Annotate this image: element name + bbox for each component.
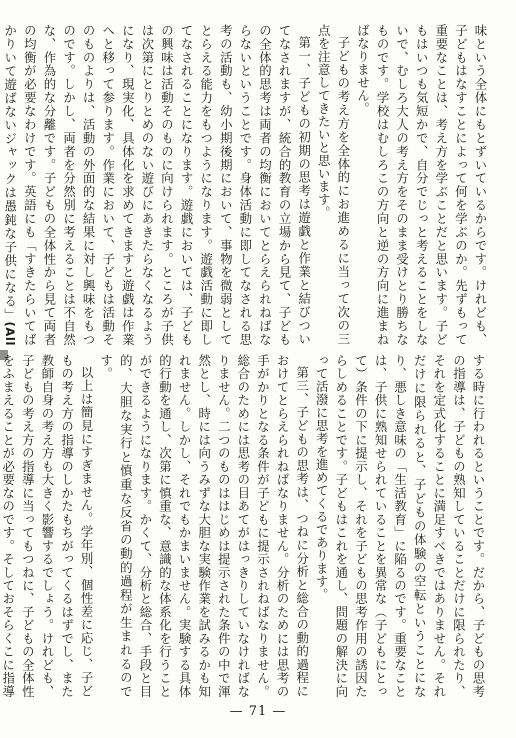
paragraph-text: 第一、子どもの初期の思考は遊戯と作業と結びついてなされますが、統合的教育の立場から見て、子どもの全体的思考は両者の均衡においてとらえられねばならないということです。身体活動に即してなされる思考の活動も、幼小期後期において、事物を微弱としてとらえる能力をもつようになります。遊戯活動に即してなされることになります。遊戯においては、子どもの興味は活動そのものに向けられます。ところが子供は次第にとりとめのない遊びにあきたらなくなるようになり、現実化、具体化を求めてきますと遊戯は作業へと移って参ります。作業において、子どもは活動そのものよりは、活動の外面的な結果に対し興味をもつのです。しかし、両者を分然別に考えることは不自然な、作為的な分離です。子どもの全体性から見て両者の均衡が必要なわけです。英語にも「すきたらいてばかりいて遊ばないジャックは愚鈍な子供になる」: [2, 24, 312, 346]
paragraph: [0, 24, 314, 346]
paragraph: 以上は簡見にすぎません。学年別、個性差に応じ、子どもの考え方の指導のしかたもちがってくるはずでし、また教師自身の考え方も大きく影響するでしょう。けれども、子どもの考え方の指導に当ってもつねに、子どもの全体性をふまえることが必要なのです。そしておそらくこに指導: [0, 354, 95, 698]
page-number: — 71 —: [229, 704, 287, 719]
paragraph: 子どもの考え方を全体的にお進めるに当って次の三点を注意してきたいと思います。: [316, 24, 351, 346]
paragraph: 味という全体にもとずいているからです。けれども、子どもはなすことによって何を学ぶのか。先ずもって重要なことは、考え方を学ぶことだと思います。子どもはいつも気短かで、自分でじっと考えることをしないで、むしろ大人の考え方をそのまま受けとり勝ちなものです。学校はむしろこの方向と逆の方向に進まねばなりません。: [355, 24, 488, 346]
paragraph: 第三、子どもの思考は、つねに分析と総合の動的過程におけてとらえられねばなりません。分析のためには思考の手がかりとなる条件が子どもに提示されねばなりません。総合のためには思考の目あてがはっきりしていなければなりません。二つのものははじめは提示された条件の中で渾然とし、時には向うみずな大胆な実験作業を試みるかも知れません。しかし、それでもかまいません。実験する具体的行動を通し、次第に慎重な、意識的な体系化を行うことができるようになります。かくて、分析と総合、手段と目的、大胆な実行と慎重な反省の動的過程が生まれるのです。: [98, 354, 310, 698]
paragraph: する時に行われるということです。だから、子どもの思考の指導は、子どもの熟知していることだけに限られたり、それを定式化することに満足すべきではありません。それだけに限られると、子どもの体験の空転ということになり、悪しき意味の「生活教育」に陥るのです。重要なことは、子供に熟知せられていることを異常な（子どもにとって）条件の下に提示し、それを子どもの思考作用の誘因たらしめることです。子どもはこれを通し、問題の解決に向って活潑に思考を進めてくるであります。: [314, 354, 486, 698]
english-proverb: (All: [2, 321, 17, 346]
lower-text-column: [0, 354, 488, 698]
upper-text-column: [2, 24, 490, 346]
